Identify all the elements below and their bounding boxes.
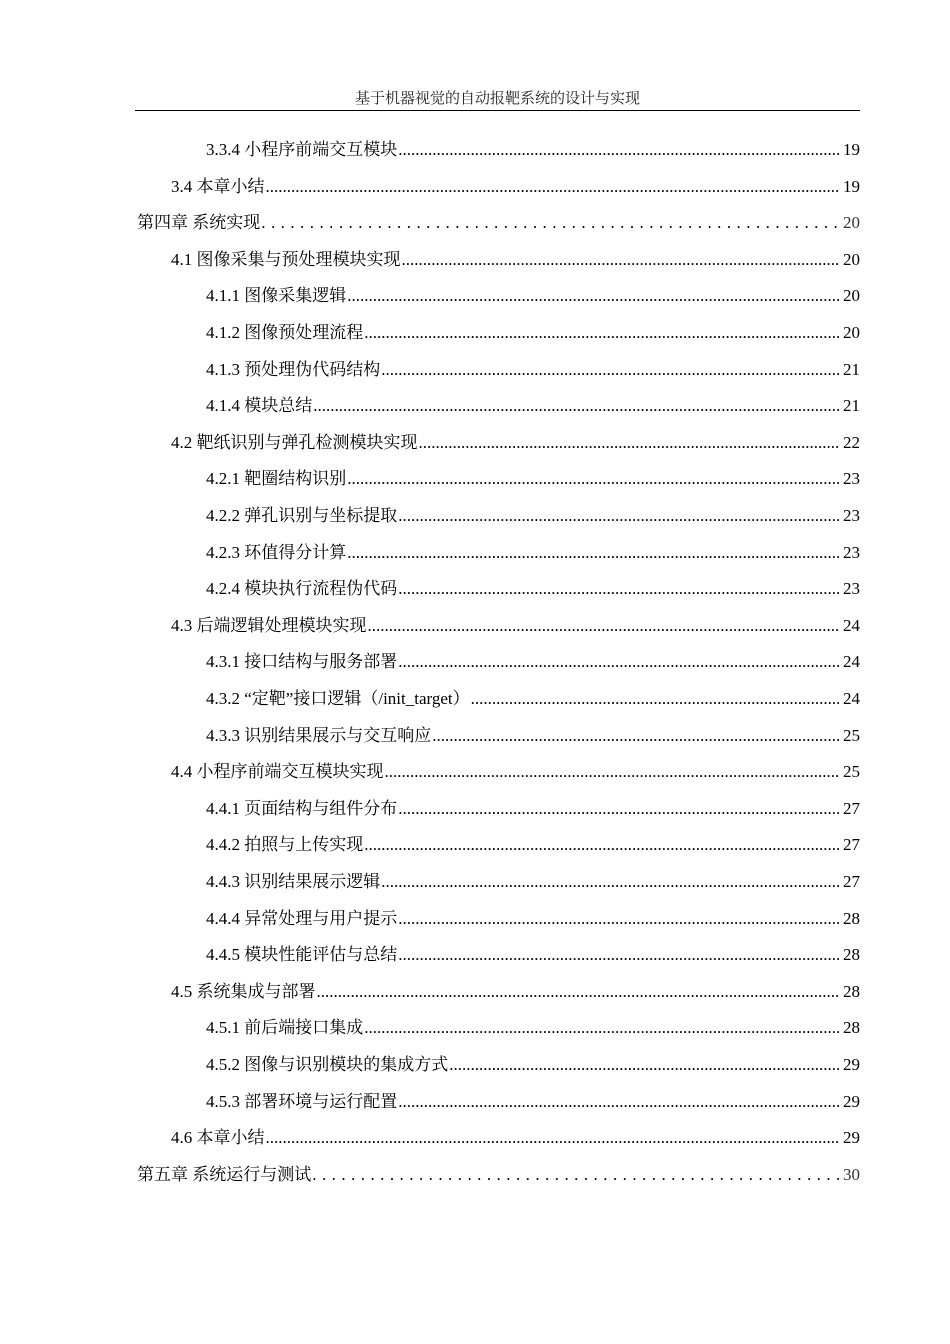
toc-dot-leader [266, 174, 840, 200]
toc-dot-leader [364, 832, 839, 858]
toc-dot-leader [419, 430, 840, 456]
toc-entry-title: 4.2.1 靶圈结构识别 [206, 469, 347, 489]
toc-dot-leader [381, 357, 839, 383]
page-header [135, 88, 860, 111]
toc-dot-leader [261, 210, 839, 236]
toc-entry-title: 4.4.1 页面结构与组件分布 [206, 798, 398, 818]
toc-entry-title: 4.4 小程序前端交互模块实现 [171, 762, 384, 782]
toc-entry[interactable] [206, 137, 860, 163]
toc-entry[interactable] [171, 247, 860, 273]
toc-page-number: 29 [843, 1091, 860, 1111]
toc-entry-title: 4.3 后端逻辑处理模块实现 [171, 615, 367, 635]
toc-entry[interactable] [171, 979, 860, 1005]
toc-entry[interactable] [206, 393, 860, 419]
toc-entry-title: 4.4.2 拍照与上传实现 [206, 835, 364, 855]
toc-entry-title: 4.5 系统集成与部署 [171, 981, 316, 1001]
toc-entry-title: 4.2.2 弹孔识别与坐标提取 [206, 506, 398, 525]
toc-entry[interactable] [206, 1015, 860, 1041]
toc-entry[interactable] [206, 723, 860, 749]
toc-page-number: 20 [843, 323, 860, 342]
toc-entry[interactable] [137, 1162, 860, 1188]
toc-entry-title: 4.5.1 前后端接口集成 [206, 1018, 364, 1038]
toc-dot-leader [312, 1162, 839, 1188]
toc-page-number: 27 [843, 872, 860, 891]
toc-dot-leader [398, 906, 839, 932]
toc-page-number: 20 [843, 249, 860, 269]
toc-page-number: 24 [843, 652, 860, 672]
toc-page-number: 20 [843, 213, 860, 233]
toc-entry-title: 4.3.2 “定靶”接口逻辑（/init_target） [206, 689, 470, 708]
toc-entry-title: 4.1.4 模块总结 [206, 396, 313, 416]
toc-entry-title: 4.2.4 模块执行流程伪代码 [206, 579, 398, 599]
toc-dot-leader [398, 1089, 839, 1115]
toc-page-number: 23 [843, 579, 860, 599]
toc-page-number: 29 [843, 1055, 860, 1074]
toc-entry-title: 4.6 本章小结 [171, 1128, 265, 1148]
toc-dot-leader [402, 247, 840, 273]
toc-entry[interactable] [206, 832, 860, 858]
toc-dot-leader [385, 759, 840, 785]
toc-entry[interactable] [137, 210, 860, 236]
toc-entry[interactable] [206, 649, 860, 675]
toc-dot-leader [398, 942, 839, 968]
toc-entry-title: 4.4.3 识别结果展示逻辑 [206, 872, 381, 891]
toc-entry-title: 4.4.5 模块性能评估与总结 [206, 945, 398, 965]
toc-page-number: 23 [843, 469, 860, 489]
toc-page-number: 21 [843, 359, 860, 379]
toc-entry[interactable] [206, 576, 860, 602]
toc-page-number: 20 [843, 286, 860, 306]
toc-entry[interactable] [206, 942, 860, 968]
toc-entry-title: 第四章 系统实现 [137, 213, 261, 233]
toc-page-number: 27 [843, 835, 860, 855]
toc-dot-leader [398, 649, 839, 675]
toc-dot-leader [317, 979, 840, 1005]
header-title: 基于机器视觉的自动报靶系统的设计与实现 [354, 91, 640, 107]
toc-page-number: 24 [843, 689, 860, 708]
toc-entry-title: 4.2.3 环值得分计算 [206, 542, 347, 562]
toc-page-number: 25 [843, 725, 860, 745]
toc-page-number: 21 [843, 396, 860, 416]
toc-entry-title: 4.2 靶纸识别与弹孔检测模块实现 [171, 432, 418, 452]
toc-entry[interactable] [206, 1089, 860, 1115]
toc-entry[interactable] [171, 759, 860, 785]
toc-entry[interactable] [206, 686, 860, 712]
toc-entry[interactable] [206, 540, 860, 566]
toc-entry[interactable] [206, 1052, 860, 1078]
toc-page-number: 25 [843, 762, 860, 782]
toc-entry-title: 3.3.4 小程序前端交互模块 [206, 140, 398, 159]
toc-dot-leader [347, 283, 839, 309]
toc-entry[interactable] [206, 906, 860, 932]
toc-dot-leader [313, 393, 839, 419]
toc-page-number: 24 [843, 615, 860, 635]
toc-entry[interactable] [171, 613, 860, 639]
toc-entry[interactable] [206, 357, 860, 383]
toc-entry-title: 4.3.3 识别结果展示与交互响应 [206, 725, 432, 745]
toc-dot-leader [449, 1052, 839, 1078]
toc-dot-leader [432, 723, 839, 749]
toc-entry[interactable] [171, 1125, 860, 1151]
toc-dot-leader [347, 466, 839, 492]
toc-dot-leader [368, 613, 840, 639]
toc-entry[interactable] [206, 796, 860, 822]
toc-entry-title: 4.4.4 异常处理与用户提示 [206, 908, 398, 928]
toc-dot-leader [381, 869, 839, 895]
toc-entry[interactable] [206, 503, 860, 529]
toc-entry-title: 3.4 本章小结 [171, 176, 265, 196]
toc-entry-title: 4.1 图像采集与预处理模块实现 [171, 249, 401, 269]
toc-page-number: 28 [843, 1018, 860, 1038]
toc-dot-leader [398, 503, 839, 529]
toc-dot-leader [266, 1125, 840, 1151]
toc-dot-leader [471, 686, 839, 712]
toc-page-number: 19 [843, 176, 860, 196]
toc-page-number: 27 [843, 798, 860, 818]
toc-page-number: 28 [843, 945, 860, 965]
toc-dot-leader [398, 796, 839, 822]
toc-page-number: 28 [843, 981, 860, 1001]
toc-entry-title: 4.1.1 图像采集逻辑 [206, 286, 347, 306]
toc-entry[interactable] [206, 283, 860, 309]
toc-entry[interactable] [171, 174, 860, 200]
toc-page-number: 23 [843, 542, 860, 562]
toc-page-number: 30 [843, 1164, 860, 1184]
toc-page-number: 22 [843, 432, 860, 452]
toc-dot-leader [398, 576, 839, 602]
toc-page-number: 23 [843, 506, 860, 525]
toc-entry-title: 第五章 系统运行与测试 [137, 1164, 312, 1184]
toc-dot-leader [364, 1015, 839, 1041]
toc-dot-leader [347, 540, 839, 566]
toc-entry-title: 4.5.3 部署环境与运行配置 [206, 1091, 398, 1111]
toc-entry[interactable] [206, 466, 860, 492]
toc-entry-title: 4.1.3 预处理伪代码结构 [206, 359, 381, 379]
toc-page-number: 19 [843, 140, 860, 159]
toc-entry-title: 4.3.1 接口结构与服务部署 [206, 652, 398, 672]
toc-entry[interactable] [171, 430, 860, 456]
toc-entry[interactable] [206, 320, 860, 346]
toc-entry-title: 4.5.2 图像与识别模块的集成方式 [206, 1055, 449, 1074]
toc-dot-leader [398, 137, 839, 163]
toc-page-number: 29 [843, 1128, 860, 1148]
toc-dot-leader [364, 320, 839, 346]
toc-page-number: 28 [843, 908, 860, 928]
toc-entry[interactable] [206, 869, 860, 895]
toc-entry-title: 4.1.2 图像预处理流程 [206, 323, 364, 342]
